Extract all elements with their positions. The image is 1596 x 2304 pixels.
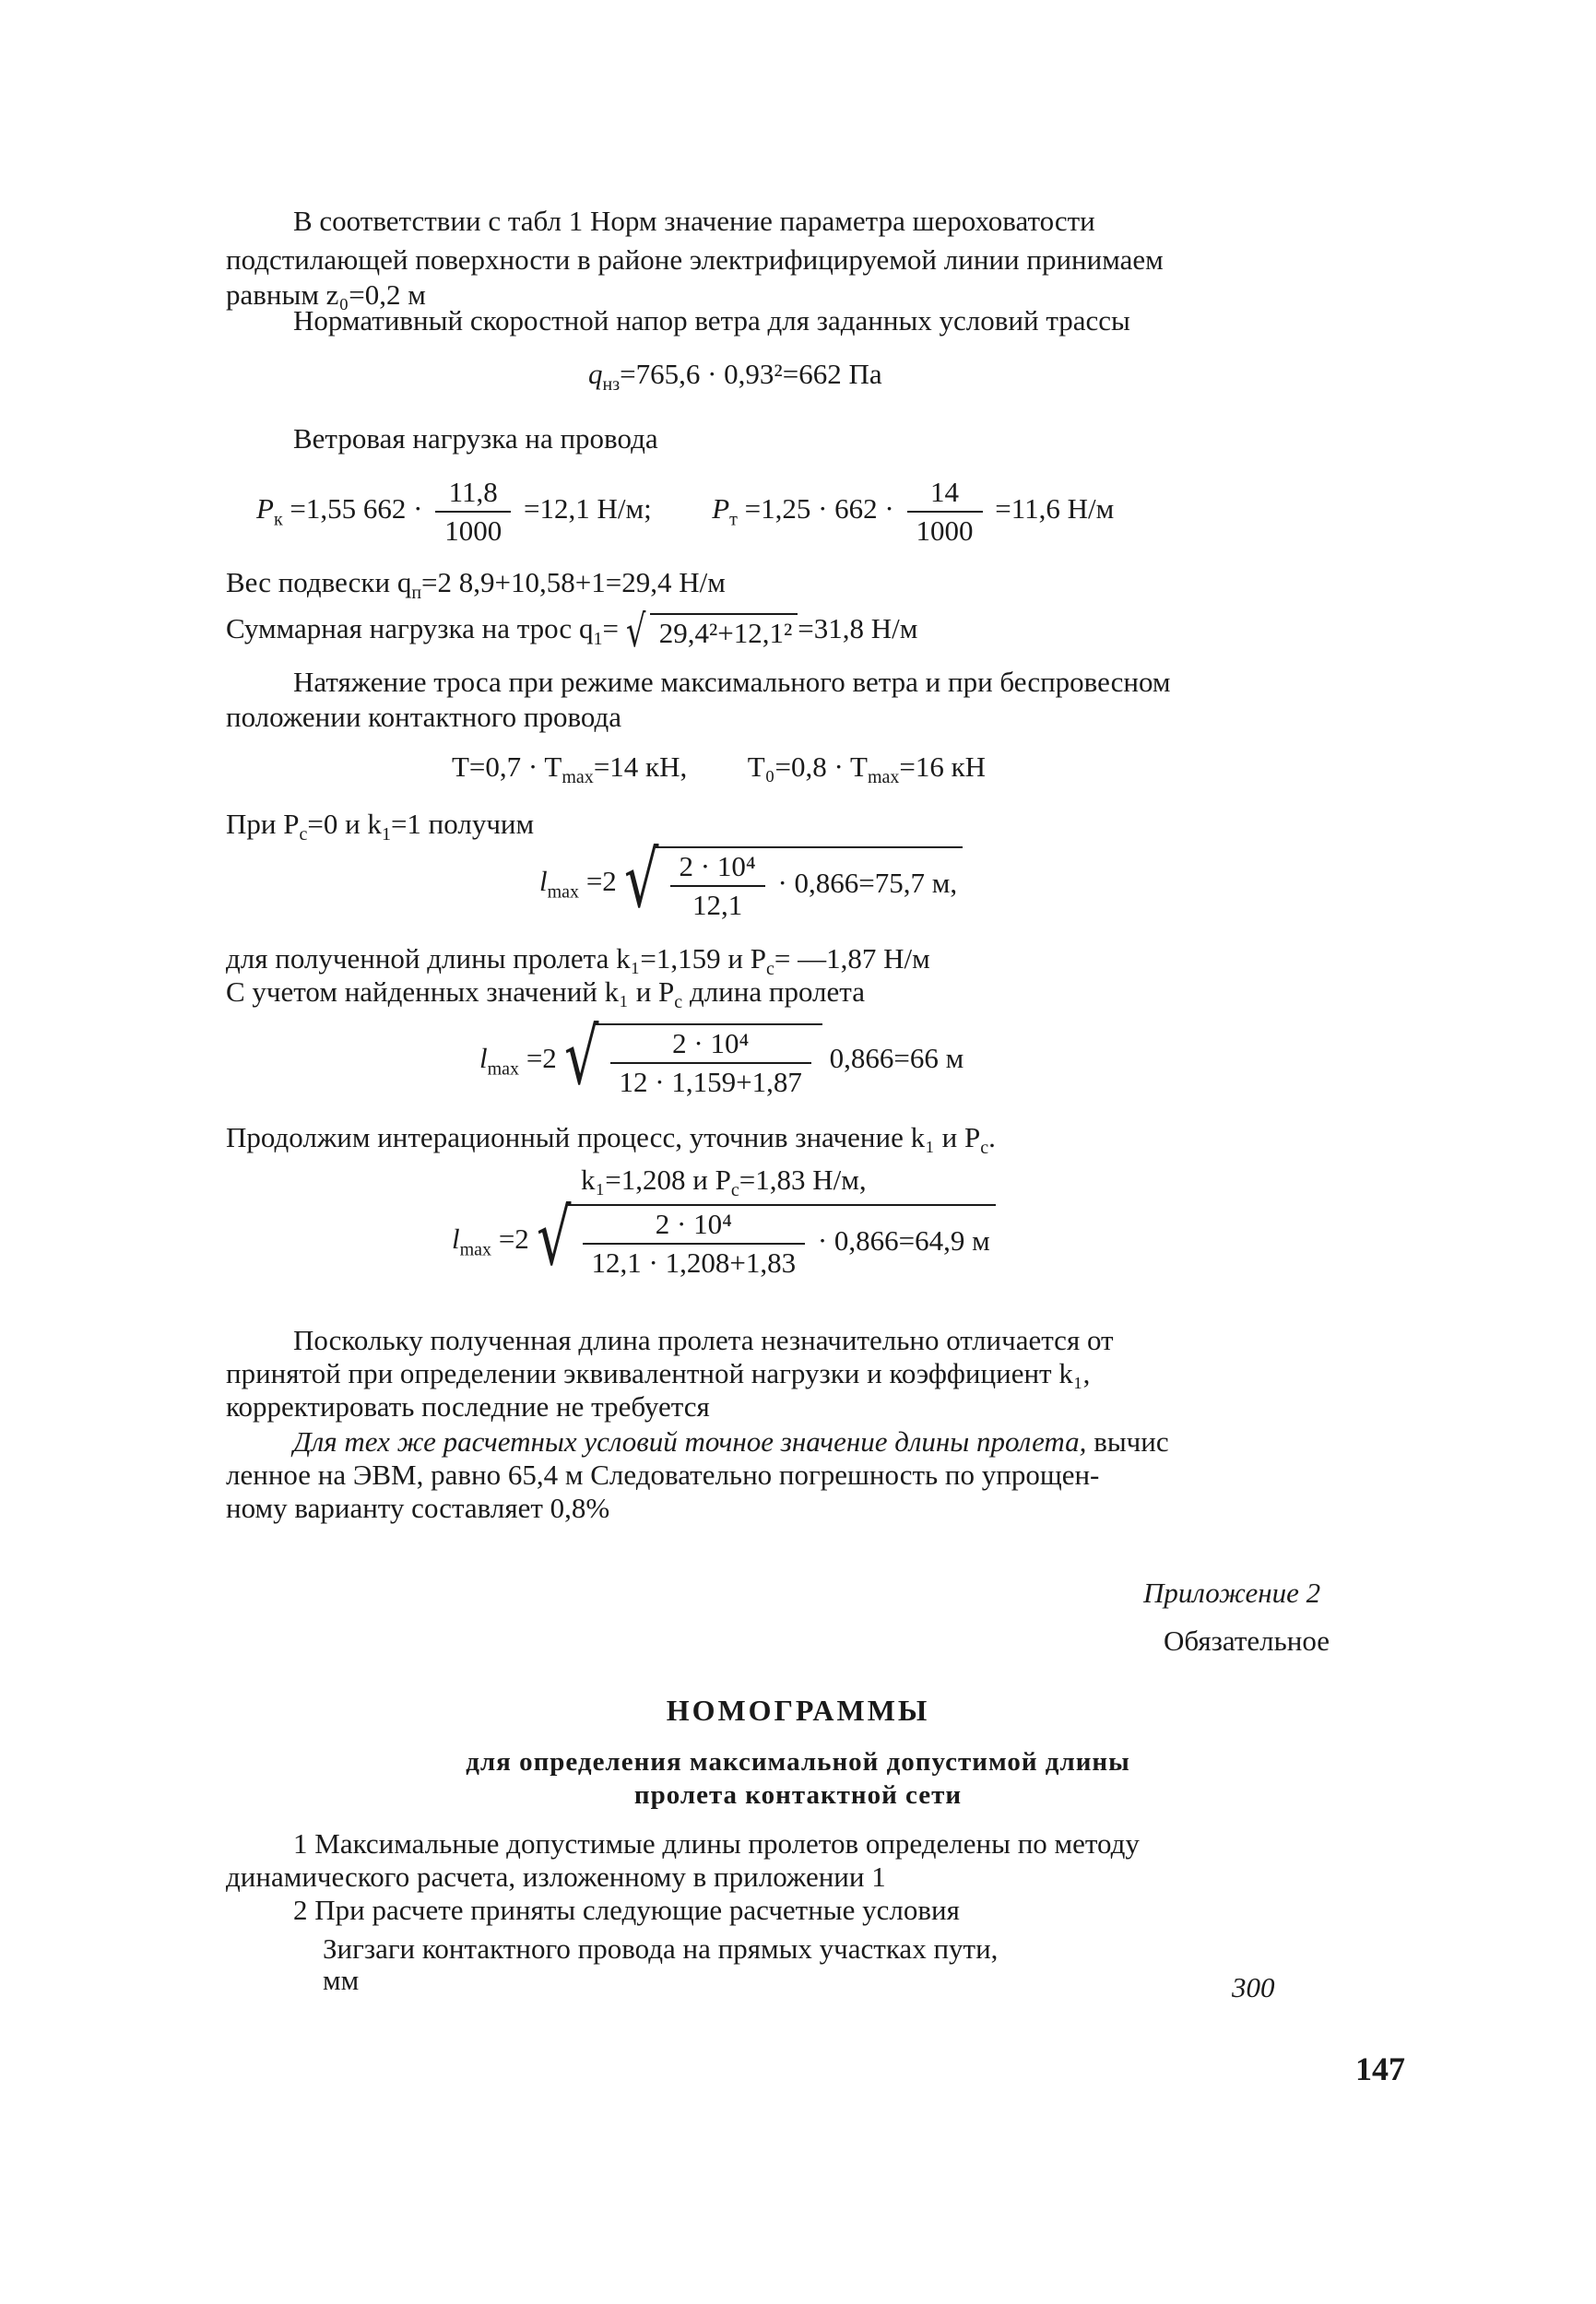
zigzag-line1: Зигзаги контактного провода на прямых участках пути, (323, 1932, 999, 1965)
suspension-weight: Вес подвески $q_п=2$ 8,9+10,58+1=29,4 Н/м (226, 566, 726, 604)
item1-line1: 1 Максимальные допустимые длины пролетов определены по методу (293, 1827, 1140, 1860)
wind-load-label: Ветровая нагрузка на провода (293, 422, 658, 455)
page-number: 147 (1355, 2050, 1405, 2087)
para2: Нормативный скоростной напор ветра для заданных условий трассы (293, 304, 1130, 337)
tension-line1: Натяжение троса при режиме максимального ветра и при беспровесном (293, 666, 1171, 698)
k-values: k₁=1,208 и $P_c=1,83$ Н/м, (581, 1164, 867, 1201)
zigzag-value: 300 (1232, 1971, 1275, 2003)
para1-line3: равным z₀=0,2 м (226, 278, 426, 311)
section-subheading-line1: для определения максимальной допустимой длины (466, 1747, 1130, 1777)
zigzag-line2: мм (323, 1964, 360, 1996)
section-subheading-line2: пролета контактной сети (633, 1780, 963, 1810)
section-heading: НОМОГРАММЫ (666, 1694, 930, 1727)
precise-line3: ному варианту составляет 0,8% (226, 1492, 610, 1524)
precise-line2: ленное на ЭВМ, равно 65,4 м Следовательно погрешность по упрощен- (226, 1459, 1100, 1491)
para1-line2: подстилающей поверхности в районе электрифицируемой линии принимаем (226, 243, 1164, 276)
precise-line1: Для тех же расчетных условий точное значение длины пролета, вычис (293, 1425, 1169, 1458)
conclusion-line2: принятой при определении эквивалентной нагрузки и коэффициент k₁, (226, 1357, 1091, 1389)
found-values: С учетом найденных значений k₁ и $P_c$ длина пролета (226, 975, 865, 1013)
para1-line1: В соответствии с табл 1 Норм значение параметра шероховатости (293, 205, 1095, 237)
equation-lmax-1: $l_{max} =2$ √ $\frac{\text{2 · 10⁴}}{12,1}$ · 0,866=75,7 м, (539, 846, 963, 948)
condition-line: При $P_c=0$ и $k_1=1$ получим (226, 808, 535, 845)
conclusion-line3: корректировать последние не требуется (226, 1390, 710, 1423)
mandatory-label: Обязательное (1164, 1625, 1330, 1657)
equation-qnz: $q_{нз}=765,6 \cdot 0,93^2=662$ Па (588, 358, 882, 396)
appendix-label: Приложение 2 (1143, 1577, 1321, 1609)
tension-line2: положении контактного провода (226, 701, 622, 733)
equation-lmax-3: $l_{max} =2$ √ $\frac{\text{2 · 10⁴}}{12,1 \cdot 1,208+1,83}$ · 0,866=64,9 м (452, 1204, 996, 1306)
item1-line2: динамического расчета, изложенному в приложении 1 (226, 1861, 886, 1893)
total-load: Суммарная нагрузка на трос $q_1=$ √ 29,4²+12,1² =31,8 Н/м (226, 605, 918, 657)
iteration-line: Продолжим интерационный процесс, уточнив значение k₁ и $P_c$. (226, 1121, 996, 1159)
conclusion-line1: Поскольку полученная длина пролета незначительно отличается от (293, 1324, 1114, 1356)
equation-lmax-2: $l_{max} =2$ √ $\frac{\text{2 · 10⁴}}{12 \cdot 1,159+1,87}$ 0,866=66 м (479, 1011, 964, 1102)
item2: 2 При расчете приняты следующие расчетные условия (293, 1894, 960, 1926)
obtained-values: для полученной длины пролета k₁=1,159 и $P_c=$ —1,87 Н/м (226, 942, 930, 980)
equation-tension: $T=0,7 \cdot T_{max}=14$ кН, $T_0=0,8 \cdot T_{max}=16$ кН (452, 750, 987, 788)
equation-wind-loads: $P_к =1,55$ 662 · $\frac{11,8}{1000}$ =12,1 Н/м; $P_т =1,25 \cdot 662$ · $\frac{14}{1000}$ =11,6 Н/м (256, 476, 1115, 547)
